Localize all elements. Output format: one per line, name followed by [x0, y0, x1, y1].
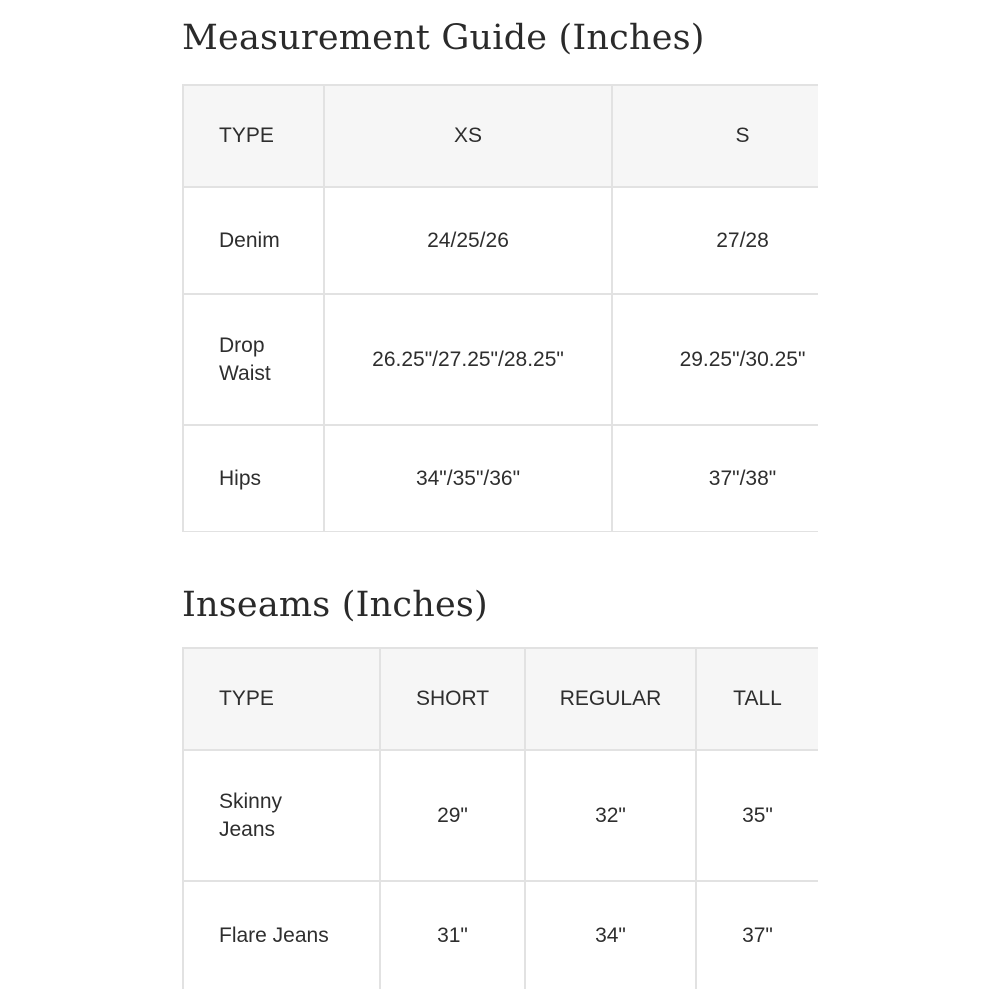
table-row-drop-waist	[183, 294, 818, 425]
table-cell: 34"	[525, 881, 696, 989]
table-row-flare-jeans	[183, 881, 818, 989]
measurement-guide-table-container	[182, 84, 818, 532]
inseams-table-container	[182, 647, 818, 989]
row-label: Drop Waist	[183, 294, 324, 425]
table-cell: 35"	[696, 750, 818, 881]
table-cell: 27/28	[612, 187, 818, 294]
row-label: Denim	[183, 187, 324, 294]
header-cell-s: S	[612, 85, 818, 187]
row-label: Flare Jeans	[183, 881, 380, 989]
table-cell: 31"	[380, 881, 525, 989]
table-cell: 34"/35"/36"	[324, 425, 612, 532]
inseams-title: Inseams (Inches)	[182, 585, 488, 625]
table-cell: 37"	[696, 881, 818, 989]
row-label: Hips	[183, 425, 324, 532]
measurement-guide-table	[182, 84, 818, 532]
table-row-denim	[183, 187, 818, 294]
inseams-table	[182, 647, 818, 989]
table-cell: 24/25/26	[324, 187, 612, 294]
table-header-row	[183, 648, 818, 750]
table-row-hips	[183, 425, 818, 532]
header-cell-type: TYPE	[183, 648, 380, 750]
header-cell-xs: XS	[324, 85, 612, 187]
table-cell: 37"/38"	[612, 425, 818, 532]
table-header-row	[183, 85, 818, 187]
table-cell: 29.25"/30.25"	[612, 294, 818, 425]
measurement-guide-title: Measurement Guide (Inches)	[182, 18, 705, 58]
table-cell: 26.25"/27.25"/28.25"	[324, 294, 612, 425]
header-cell-type: TYPE	[183, 85, 324, 187]
table-cell: 29"	[380, 750, 525, 881]
table-cell: 32"	[525, 750, 696, 881]
header-cell-regular: REGULAR	[525, 648, 696, 750]
header-cell-short: SHORT	[380, 648, 525, 750]
row-label: Skinny Jeans	[183, 750, 380, 881]
table-row-skinny-jeans	[183, 750, 818, 881]
header-cell-tall: TALL	[696, 648, 818, 750]
